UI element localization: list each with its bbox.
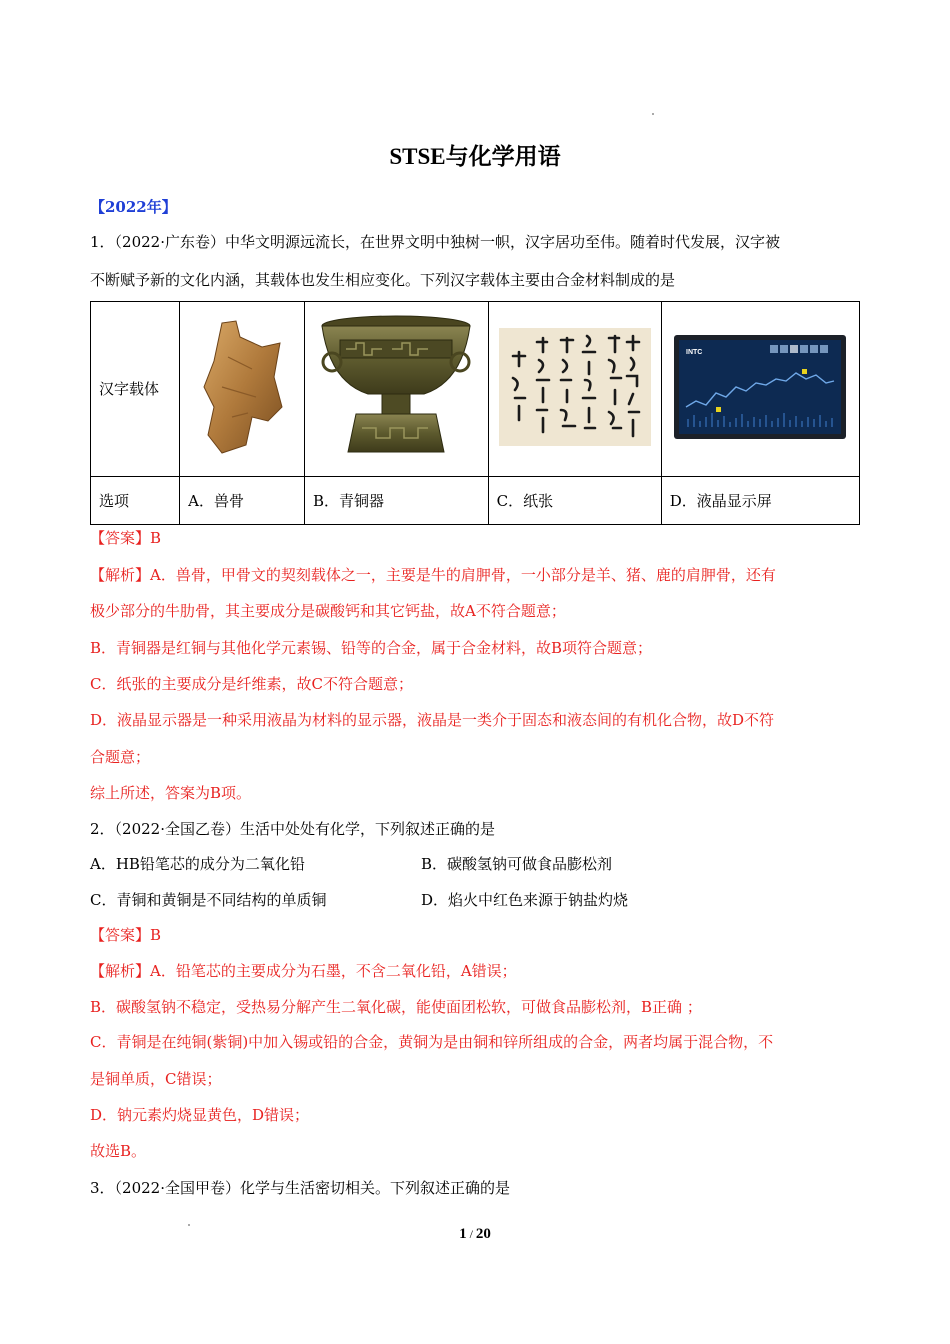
- page-separator: /: [466, 1227, 476, 1241]
- lcd-screen-image: [674, 335, 846, 439]
- option-label-cell: [91, 477, 180, 525]
- calligraphy-paper-image: [499, 328, 651, 446]
- option-d: D．液晶显示屏: [661, 477, 859, 525]
- q2-choice-c: C．青铜和黄铜是不同结构的单质铜: [90, 891, 327, 909]
- oracle-bone-cell: [180, 302, 305, 477]
- q1-analysis-line: 合题意；: [90, 748, 151, 766]
- page-number: [0, 1226, 950, 1243]
- option-c: C．纸张: [488, 477, 661, 525]
- page-title: STSE与化学用语: [389, 144, 561, 169]
- current-page: 1: [459, 1226, 467, 1242]
- screen-ticker: INTC: [686, 349, 703, 356]
- year-heading: 【2022年】: [90, 198, 177, 216]
- q1-stem-line1: 1．（2022·广东卷）中华文明源远流长，在世界文明中独树一帜，汉字居功至伟。随着时代发展，汉字被: [90, 233, 780, 251]
- q2-analysis-line: 是铜单质，C错误；: [90, 1070, 222, 1088]
- q1-analysis-line: C．纸张的主要成分是纤维素，故C不符合题意；: [90, 675, 413, 693]
- carrier-table: [90, 301, 860, 525]
- calligraphy-cell: [488, 302, 661, 477]
- q1-analysis-line: 【解析】A．兽骨，甲骨文的契刻载体之一，主要是牛的肩胛骨，一小部分是羊、猪、鹿的肩胛骨，还有: [90, 566, 776, 584]
- table-row: [91, 302, 860, 477]
- carrier-label: 汉字载体: [99, 380, 160, 398]
- scan-dot: [652, 113, 654, 115]
- carrier-label-cell: [91, 302, 180, 477]
- q2-choice-d: D．焰火中红色来源于钠盐灼烧: [421, 891, 629, 909]
- total-pages: 20: [475, 1226, 491, 1242]
- q1-stem-line2: 不断赋予新的文化内涵，其载体也发生相应变化。下列汉字载体主要由合金材料制成的是: [90, 271, 676, 289]
- bronze-vessel-cell: [305, 302, 489, 477]
- q2-analysis-line: 故选B。: [90, 1142, 147, 1160]
- option-a: A．兽骨: [180, 477, 305, 525]
- q1-analysis-line: B．青铜器是红铜与其他化学元素锡、铅等的合金，属于合金材料，故B项符合题意；: [90, 639, 653, 657]
- q1-analysis-line: D．液晶显示器是一种采用液晶为材料的显示器，液晶是一类介于固态和液态间的有机化合物，故D不符: [90, 711, 775, 729]
- q2-choice-b: B．碳酸氢钠可做食品膨松剂: [421, 855, 613, 873]
- q2-analysis-line: D．钠元素灼烧显黄色，D错误；: [90, 1106, 310, 1124]
- q3-stem: 3．（2022·全国甲卷）化学与生活密切相关。下列叙述正确的是: [90, 1179, 510, 1197]
- table-row: [91, 477, 860, 525]
- q2-analysis-line: B．碳酸氢钠不稳定，受热易分解产生二氧化碳，能使面团松软，可做食品膨松剂，B正确 ；: [90, 998, 702, 1016]
- lcd-screen-cell: [661, 302, 859, 477]
- q2-answer: 【答案】B: [90, 926, 162, 944]
- q2-stem: 2．（2022·全国乙卷）生活中处处有化学，下列叙述正确的是: [90, 820, 495, 838]
- q1-analysis-line: 综上所述，答案为B项。: [90, 784, 252, 802]
- option-label: 选项: [99, 492, 130, 510]
- oracle-bone-image: [192, 317, 292, 457]
- q2-analysis-line: 【解析】A．铅笔芯的主要成分为石墨，不含二氧化铅，A错误；: [90, 962, 517, 980]
- q1-answer: 【答案】B: [90, 529, 162, 547]
- bronze-vessel-image: [316, 312, 476, 462]
- q2-choice-a: A．HB铅笔芯的成分为二氧化铅: [90, 855, 305, 873]
- option-b: B．青铜器: [305, 477, 489, 525]
- q1-analysis-line: 极少部分的牛肋骨，其主要成分是碳酸钙和其它钙盐，故A不符合题意；: [90, 602, 566, 620]
- q2-analysis-line: C．青铜是在纯铜(紫铜)中加入锡或铅的合金，黄铜为是由铜和锌所组成的合金，两者均属于混合物，不: [90, 1033, 774, 1051]
